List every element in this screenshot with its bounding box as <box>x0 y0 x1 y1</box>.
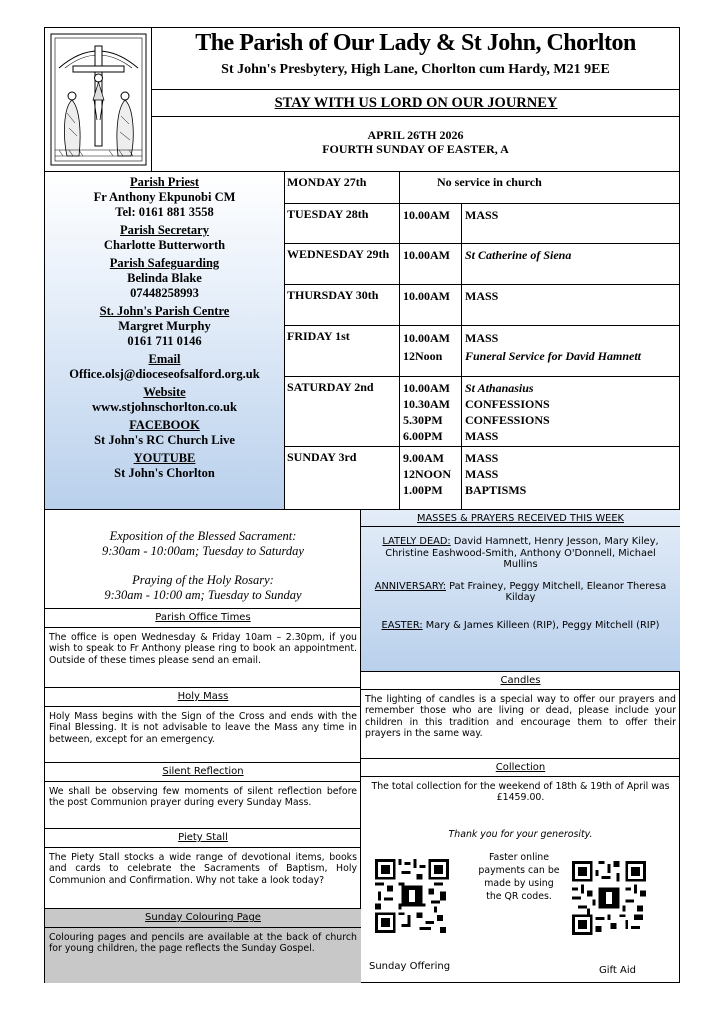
schedule-note: No service in church <box>437 175 542 189</box>
gift-aid-label: Gift Aid <box>599 965 636 976</box>
liturgical-sunday: FOURTH SUNDAY OF EASTER, A <box>322 142 509 156</box>
schedule-row-friday <box>285 326 680 377</box>
section-body: The lighting of candles is a special way to offer our prayers and remember those who are living or dead, please include your children in this tradition and encourage them to offer their prayers in the same way. <box>365 694 676 739</box>
schedule-day: WEDNESDAY 29th <box>287 247 390 261</box>
section-body: Colouring pages and pencils are available at the back of church for young children, the page reflects the Sunday Gospel. <box>49 932 357 955</box>
schedule-time: 10.00AM <box>403 208 450 222</box>
collection-thanks: Thank you for your generosity. <box>448 829 593 840</box>
colouring-page-section <box>45 908 361 983</box>
lately-dead-label: LATELY DEAD: <box>382 536 451 547</box>
date-block <box>152 128 679 156</box>
schedule-day: THURSDAY 30th <box>287 288 379 302</box>
schedule-row-sunday <box>285 447 680 509</box>
gift-aid-qr-icon[interactable] <box>572 861 646 935</box>
section-body: We shall be observing few moments of silent reflection before the post Communion prayer during every Sunday Mass. <box>49 786 357 809</box>
easter-label: EASTER: <box>381 619 423 631</box>
contact-line: Belinda Blake <box>127 271 202 285</box>
contact-heading-facebook: FACEBOOK <box>129 418 200 432</box>
contact-line: Margret Murphy <box>118 319 211 333</box>
contact-heading-parish-centre: St. John's Parish Centre <box>99 304 230 318</box>
contact-heading-youtube: YOUTUBE <box>133 451 196 465</box>
schedule-time: 9.00AM <box>403 451 444 465</box>
payment-note: Faster online payments can be made by using the QR codes. <box>478 852 560 902</box>
schedule-event: MASS <box>465 208 499 222</box>
masses-received-section <box>361 510 680 671</box>
contact-line: 07448258993 <box>130 286 199 300</box>
contacts-panel <box>45 171 285 509</box>
devotions-block <box>45 510 361 608</box>
schedule-event: MASS <box>465 451 499 465</box>
schedule-time: 6.00PM <box>403 429 443 443</box>
section-body: The Piety Stall stocks a wide range of devotional items, books and cards to celebrate the Sacraments of Baptism, Holy Communion and Confirmation. Why not take a look today? <box>49 852 357 886</box>
rosary-title: Praying of the Holy Rosary: <box>132 573 274 587</box>
section-title: Collection <box>361 759 680 777</box>
schedule-row-monday <box>285 172 680 204</box>
lately-dead-block <box>361 527 680 571</box>
schedule-event: BAPTISMS <box>465 483 527 497</box>
section-title: Piety Stall <box>45 829 361 848</box>
schedule-row-thursday <box>285 285 680 326</box>
contact-heading-email: Email <box>148 352 181 366</box>
schedule-event: MASS <box>465 467 499 481</box>
schedule-time: 10.00AM <box>403 289 450 303</box>
schedule-time: 12NOON <box>403 467 451 481</box>
sunday-offering-label: Sunday Offering <box>369 961 451 972</box>
schedule-day: FRIDAY 1st <box>287 329 350 343</box>
exposition-time: 9:30am - 10:00am; Tuesday to Saturday <box>102 544 304 558</box>
schedule-event: CONFESSIONS <box>465 413 550 427</box>
schedule-day: SUNDAY 3rd <box>287 450 357 464</box>
schedule-event: Funeral Service for David Hamnett <box>465 349 641 363</box>
section-body: Holy Mass begins with the Sign of the Cross and ends with the Final Blessing. It is not advisable to leave the Mass any time in between, except for an emergency. <box>49 711 357 745</box>
schedule-time: 10.00AM <box>403 381 450 395</box>
collection-total: The total collection for the weekend of 18th & 19th of April was £1459.00. <box>371 781 670 804</box>
lately-dead-names: David Hamnett, Henry Jesson, Mary Kiley, Christine Eashwood-Smith, Anthony O'Donnell, Michael Mullins <box>385 536 659 570</box>
parish-title: The Parish of Our Lady & St John, Chorlton <box>195 30 636 56</box>
schedule-row-wednesday <box>285 244 680 285</box>
section-body: The office is open Wednesday & Friday 10am – 2.30pm, if you wish to speak to Fr Anthony please ring to book an appointment. Outside of these times please send an email. <box>49 632 357 666</box>
contact-heading-website: Website <box>143 385 186 399</box>
schedule-event: MASS <box>465 429 499 443</box>
schedule-time: 5.30PM <box>403 413 443 427</box>
schedule-time: 1.00PM <box>403 483 443 497</box>
collection-section <box>361 758 680 983</box>
contact-heading-priest: Parish Priest <box>129 175 200 189</box>
contact-heading-safeguarding: Parish Safeguarding <box>109 256 220 270</box>
schedule-event: St Catherine of Siena <box>465 248 572 262</box>
schedule-time: 10.00AM <box>403 331 450 345</box>
facebook-link[interactable]: St John's RC Church Live <box>94 433 235 447</box>
section-title: Sunday Colouring Page <box>45 909 361 928</box>
contact-line: Tel: 0161 881 3558 <box>115 205 214 219</box>
schedule-day: SATURDAY 2nd <box>287 380 374 394</box>
section-title: MASSES & PRAYERS RECEIVED THIS WEEK <box>361 510 680 527</box>
notices-right-column <box>361 509 680 982</box>
schedule-row-saturday <box>285 377 680 447</box>
section-title: Silent Reflection <box>45 763 361 782</box>
schedule-event: MASS <box>465 289 499 303</box>
office-times-section <box>45 608 361 687</box>
schedule-event: MASS <box>465 331 499 345</box>
theme-banner: STAY WITH US LORD ON OUR JOURNEY <box>152 89 680 117</box>
notices-left-column <box>45 509 361 982</box>
youtube-link[interactable]: St John's Chorlton <box>114 466 215 480</box>
anniversary-block <box>361 571 680 604</box>
holy-mass-section <box>45 687 361 762</box>
email-link[interactable]: Office.olsj@dioceseofsalford.org.uk <box>69 367 260 381</box>
section-title: Candles <box>361 672 680 690</box>
exposition-title: Exposition of the Blessed Sacrament: <box>109 529 297 543</box>
section-title: Holy Mass <box>45 688 361 707</box>
contact-line: Fr Anthony Ekpunobi CM <box>93 190 236 204</box>
website-link[interactable]: www.stjohnschorlton.co.uk <box>92 400 237 414</box>
contact-line: 0161 711 0146 <box>127 334 202 348</box>
bulletin-date: APRIL 26TH 2026 <box>367 128 464 142</box>
schedule-time: 10.00AM <box>403 248 450 262</box>
section-title: Parish Office Times <box>45 609 361 628</box>
anniversary-names: Pat Frainey, Peggy Mitchell, Eleanor Theresa Kilday <box>449 580 667 603</box>
sunday-offering-qr-icon[interactable] <box>375 859 449 933</box>
contact-heading-secretary: Parish Secretary <box>120 223 209 237</box>
schedule-event: CONFESSIONS <box>465 397 550 411</box>
schedule-time: 10.30AM <box>403 397 450 411</box>
rosary-time: 9:30am - 10:00 am; Tuesday to Sunday <box>104 588 302 602</box>
piety-stall-section <box>45 828 361 908</box>
schedule-time: 12Noon <box>403 349 443 363</box>
anniversary-label: ANNIVERSARY: <box>374 580 446 592</box>
schedule-day: TUESDAY 28th <box>287 207 369 221</box>
crucifixion-image <box>45 28 152 171</box>
mass-schedule <box>285 171 680 509</box>
schedule-row-tuesday <box>285 204 680 244</box>
easter-names: Mary & James Killeen (RIP), Peggy Mitchell (RIP) <box>425 619 660 631</box>
schedule-event: St Athanasius <box>465 381 534 395</box>
parish-address: St John's Presbytery, High Lane, Chorlton cum Hardy, M21 9EE <box>221 62 610 77</box>
easter-block <box>361 604 680 632</box>
schedule-day: MONDAY 27th <box>287 175 367 189</box>
silent-reflection-section <box>45 762 361 828</box>
contact-line: Charlotte Butterworth <box>103 238 226 252</box>
candles-section <box>361 671 680 758</box>
